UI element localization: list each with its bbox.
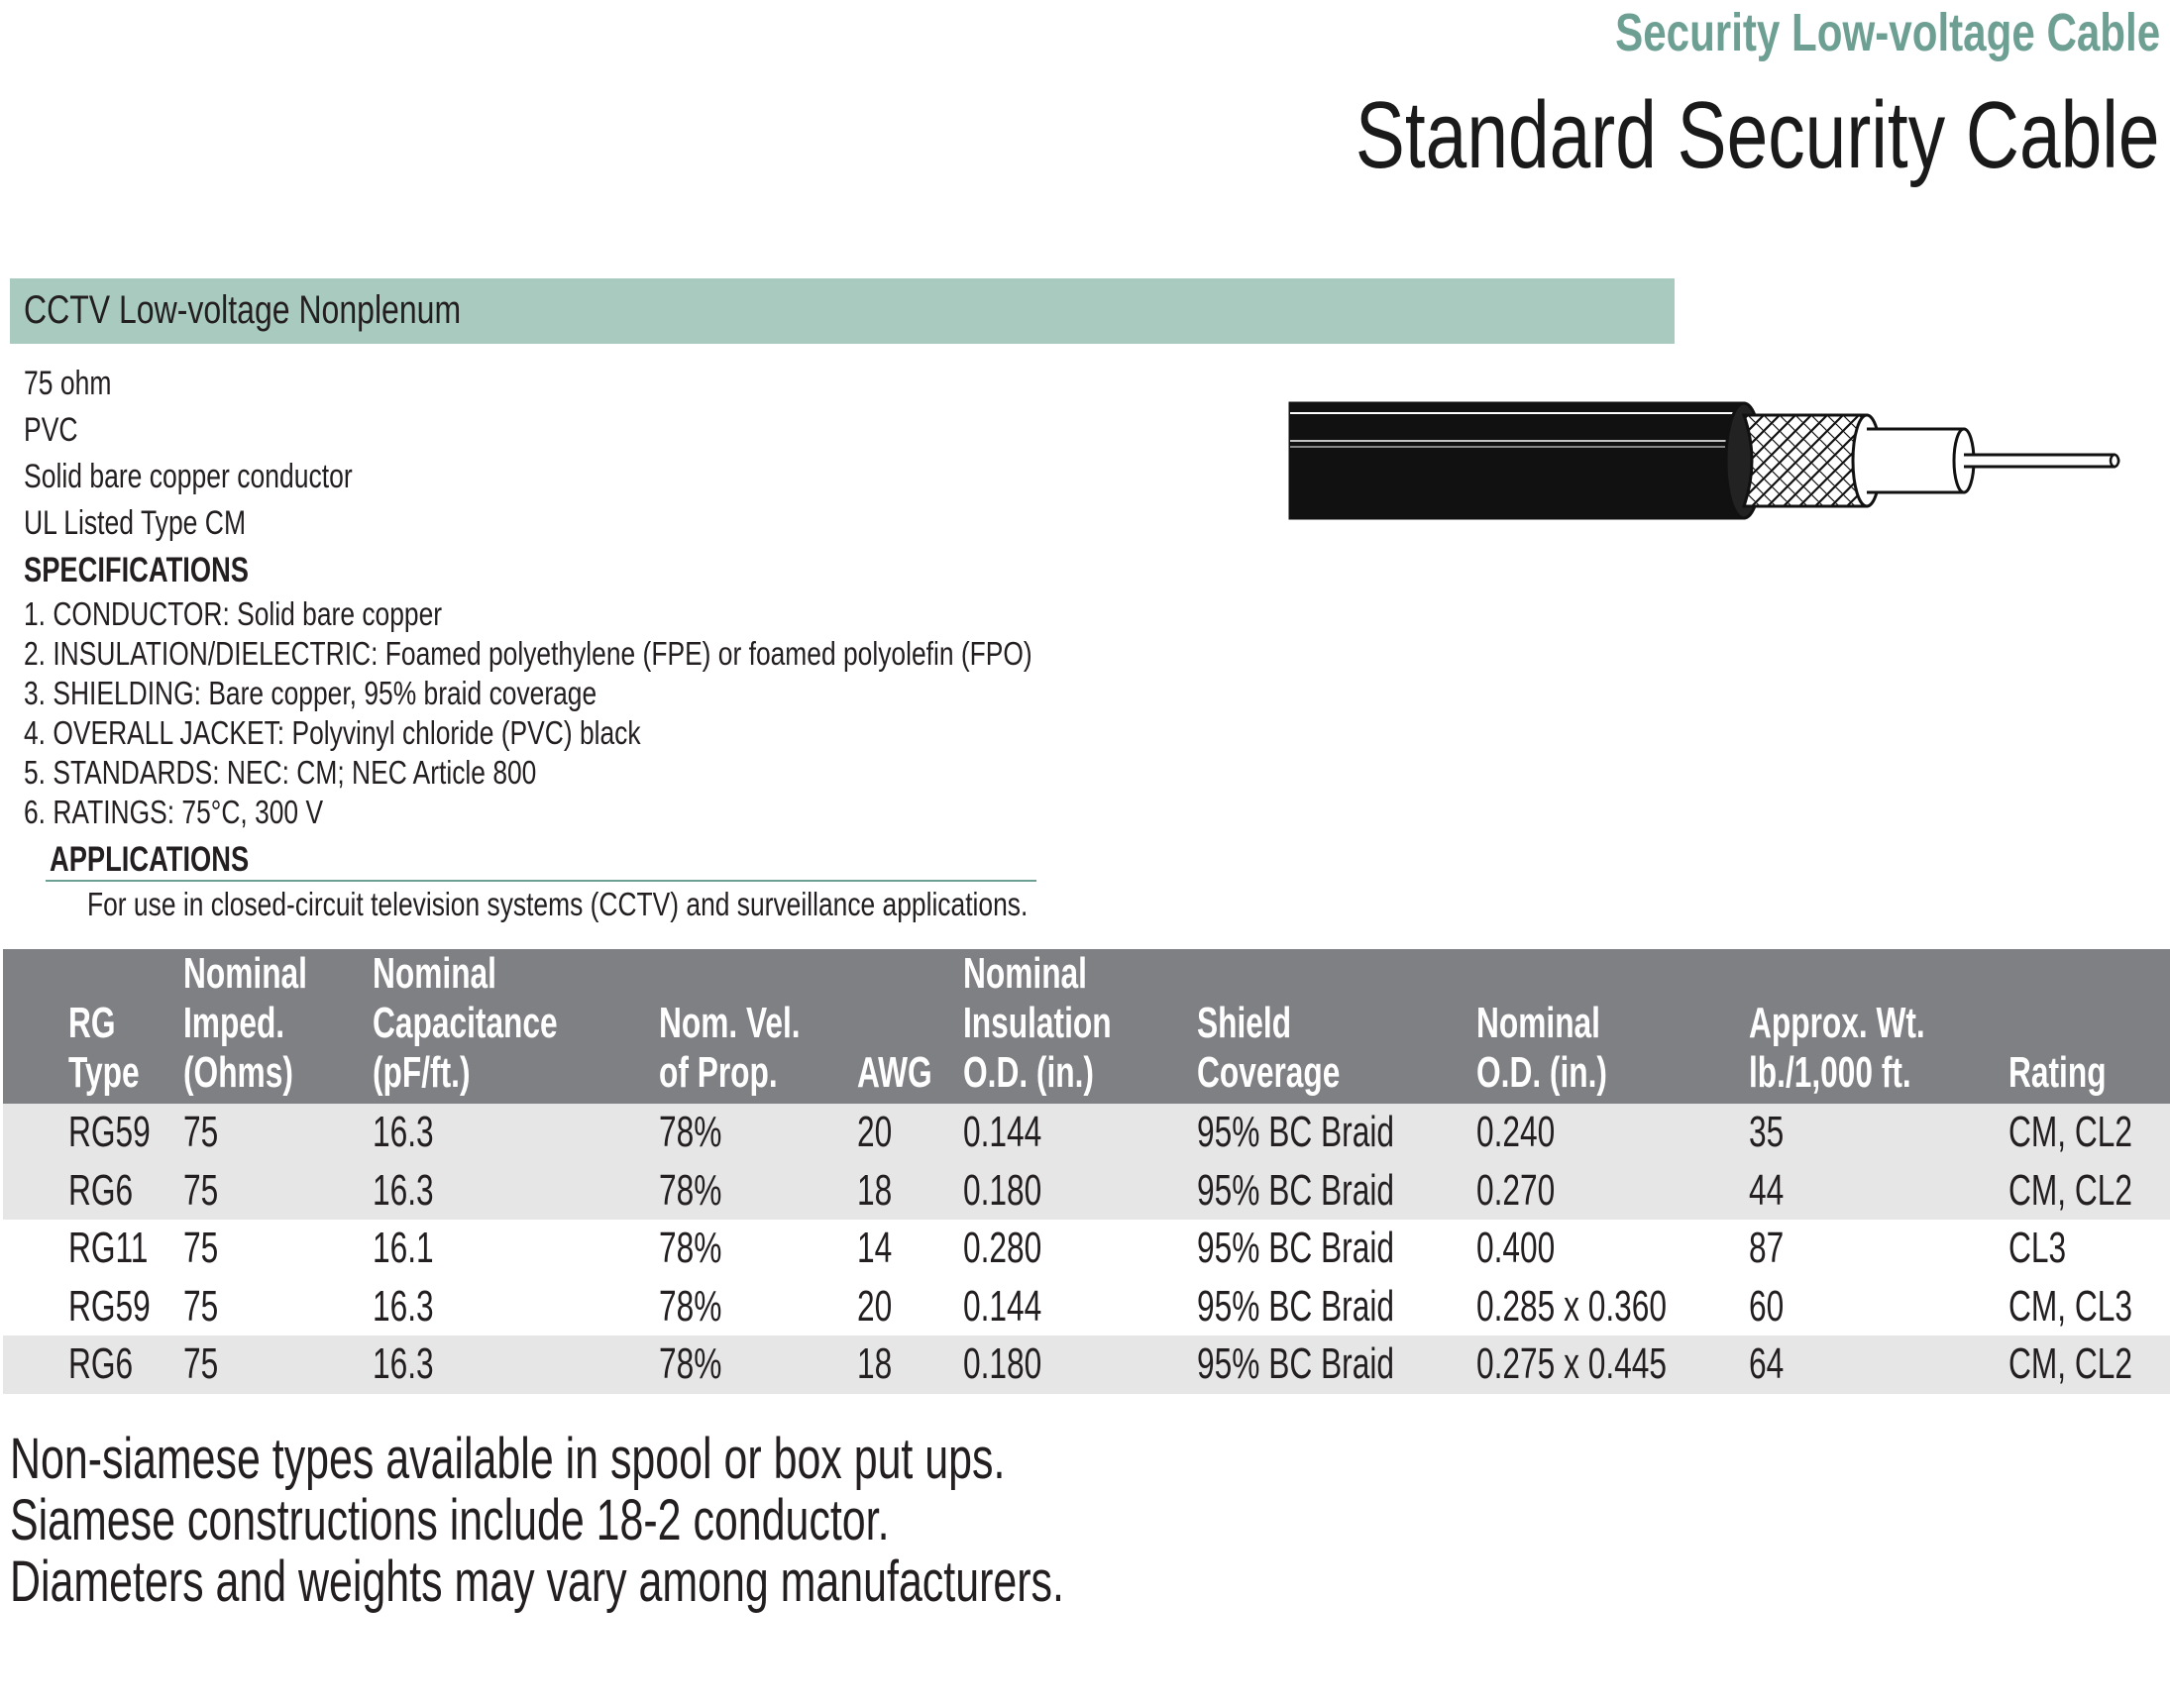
cell-velocity: 78% — [659, 1224, 722, 1273]
specification-item: 4. OVERALL JACKET: Polyvinyl chloride (PVC) black — [24, 714, 641, 751]
cell-nominal-od: 0.275 x 0.445 — [1476, 1339, 1668, 1389]
specification-item: 1. CONDUCTOR: Solid bare copper — [24, 595, 443, 632]
table-row — [3, 1162, 2170, 1221]
cell-capacitance: 16.3 — [373, 1339, 434, 1389]
cell-insulation-od: 0.144 — [963, 1108, 1042, 1156]
table-header — [3, 949, 2170, 1104]
cell-nominal-od: 0.400 — [1476, 1224, 1556, 1273]
cell-weight: 44 — [1749, 1165, 1785, 1215]
cell-shield: 95% BC Braid — [1197, 1281, 1394, 1331]
cell-nominal-od: 0.285 x 0.360 — [1476, 1281, 1668, 1331]
cell-insulation-od: 0.180 — [963, 1339, 1042, 1389]
cell-rating: CM, CL2 — [2008, 1339, 2132, 1389]
cell-shield: 95% BC Braid — [1197, 1224, 1394, 1273]
column-header-rg-type: RG Type — [68, 999, 140, 1097]
cell-rating: CM, CL3 — [2008, 1281, 2132, 1331]
cell-impedance: 75 — [183, 1224, 219, 1273]
category-band-label: CCTV Low-voltage Nonplenum — [24, 288, 462, 332]
specifications-heading: SPECIFICATIONS — [24, 551, 250, 589]
footnote: Diameters and weights may vary among manufacturers. — [10, 1549, 1064, 1614]
property-list — [24, 361, 445, 547]
cell-insulation-od: 0.280 — [963, 1224, 1042, 1273]
cell-capacitance: 16.3 — [373, 1108, 434, 1156]
cell-nominal-od: 0.240 — [1476, 1108, 1556, 1156]
footnotes — [10, 1429, 1435, 1613]
cell-velocity: 78% — [659, 1108, 722, 1156]
cell-insulation-od: 0.144 — [963, 1281, 1042, 1331]
table-row — [3, 1104, 2170, 1162]
footnote: Siamese constructions include 18-2 conductor. — [10, 1488, 890, 1552]
cell-awg: 18 — [857, 1339, 893, 1389]
cell-shield: 95% BC Braid — [1197, 1339, 1394, 1389]
cell-rg-type: RG59 — [68, 1281, 151, 1331]
footnote: Non-siamese types available in spool or box put ups. — [10, 1427, 1006, 1491]
cell-capacitance: 16.3 — [373, 1281, 434, 1331]
table-row — [3, 1335, 2170, 1394]
column-header-shield-coverage: Shield Coverage — [1197, 999, 1341, 1097]
column-header-nominal-od: Nominal O.D. (in.) — [1476, 999, 1607, 1097]
cell-rating: CM, CL2 — [2008, 1165, 2132, 1215]
specification-item: 5. STANDARDS: NEC: CM; NEC Article 800 — [24, 754, 537, 791]
coax-cable-icon — [1288, 391, 2130, 530]
cell-rating: CL3 — [2008, 1224, 2067, 1273]
cell-weight: 87 — [1749, 1224, 1785, 1273]
cell-awg: 14 — [857, 1224, 893, 1273]
cell-capacitance: 16.3 — [373, 1165, 434, 1215]
cell-rg-type: RG6 — [68, 1339, 134, 1389]
cell-velocity: 78% — [659, 1281, 722, 1331]
cell-awg: 18 — [857, 1165, 893, 1215]
property-item: UL Listed Type CM — [24, 504, 247, 542]
cell-impedance: 75 — [183, 1281, 219, 1331]
category-band — [10, 278, 1675, 344]
cell-capacitance: 16.1 — [373, 1224, 434, 1273]
property-item: Solid bare copper conductor — [24, 458, 353, 495]
column-header-weight: Approx. Wt. lb./1,000 ft. — [1749, 999, 1925, 1097]
specifications-list — [24, 594, 1284, 832]
cell-insulation-od: 0.180 — [963, 1165, 1042, 1215]
cell-impedance: 75 — [183, 1339, 219, 1389]
cell-nominal-od: 0.270 — [1476, 1165, 1556, 1215]
cell-shield: 95% BC Braid — [1197, 1108, 1394, 1156]
cell-weight: 60 — [1749, 1281, 1785, 1331]
cell-rating: CM, CL2 — [2008, 1108, 2132, 1156]
table-row — [3, 1220, 2170, 1278]
column-header-impedance: Nominal Imped. (Ohms) — [183, 949, 307, 1097]
specification-item: 6. RATINGS: 75°C, 300 V — [24, 794, 324, 830]
property-item: 75 ohm — [24, 365, 112, 402]
property-item: PVC — [24, 411, 78, 449]
cell-velocity: 78% — [659, 1165, 722, 1215]
cell-awg: 20 — [857, 1108, 893, 1156]
cell-rg-type: RG59 — [68, 1108, 151, 1156]
column-header-capacitance: Nominal Capacitance (pF/ft.) — [373, 949, 558, 1097]
cell-weight: 35 — [1749, 1108, 1785, 1156]
table-row — [3, 1278, 2170, 1336]
applications-heading: APPLICATIONS — [50, 840, 250, 879]
specification-table — [3, 949, 2170, 1394]
cell-rg-type: RG11 — [68, 1224, 149, 1273]
specification-item: 3. SHIELDING: Bare copper, 95% braid coverage — [24, 675, 597, 711]
cell-velocity: 78% — [659, 1339, 722, 1389]
section-subtitle: Security Low-voltage Cable — [1614, 3, 2160, 62]
cell-weight: 64 — [1749, 1339, 1785, 1389]
column-header-rating: Rating — [2008, 1048, 2107, 1097]
applications-divider — [46, 880, 1036, 882]
column-header-velocity: Nom. Vel. of Prop. — [659, 999, 801, 1097]
column-header-awg: AWG — [857, 1048, 932, 1097]
specification-item: 2. INSULATION/DIELECTRIC: Foamed polyethylene (FPE) or foamed polyolefin (FPO) — [24, 635, 1032, 672]
cell-impedance: 75 — [183, 1108, 219, 1156]
page-title: Standard Security Cable — [1356, 82, 2160, 188]
cell-shield: 95% BC Braid — [1197, 1165, 1394, 1215]
applications-text: For use in closed-circuit television systems (CCTV) and surveillance applications. — [87, 886, 1029, 922]
column-header-insulation-od: Nominal Insulation O.D. (in.) — [963, 949, 1112, 1097]
cell-awg: 20 — [857, 1281, 893, 1331]
cell-rg-type: RG6 — [68, 1165, 134, 1215]
cell-impedance: 75 — [183, 1165, 219, 1215]
